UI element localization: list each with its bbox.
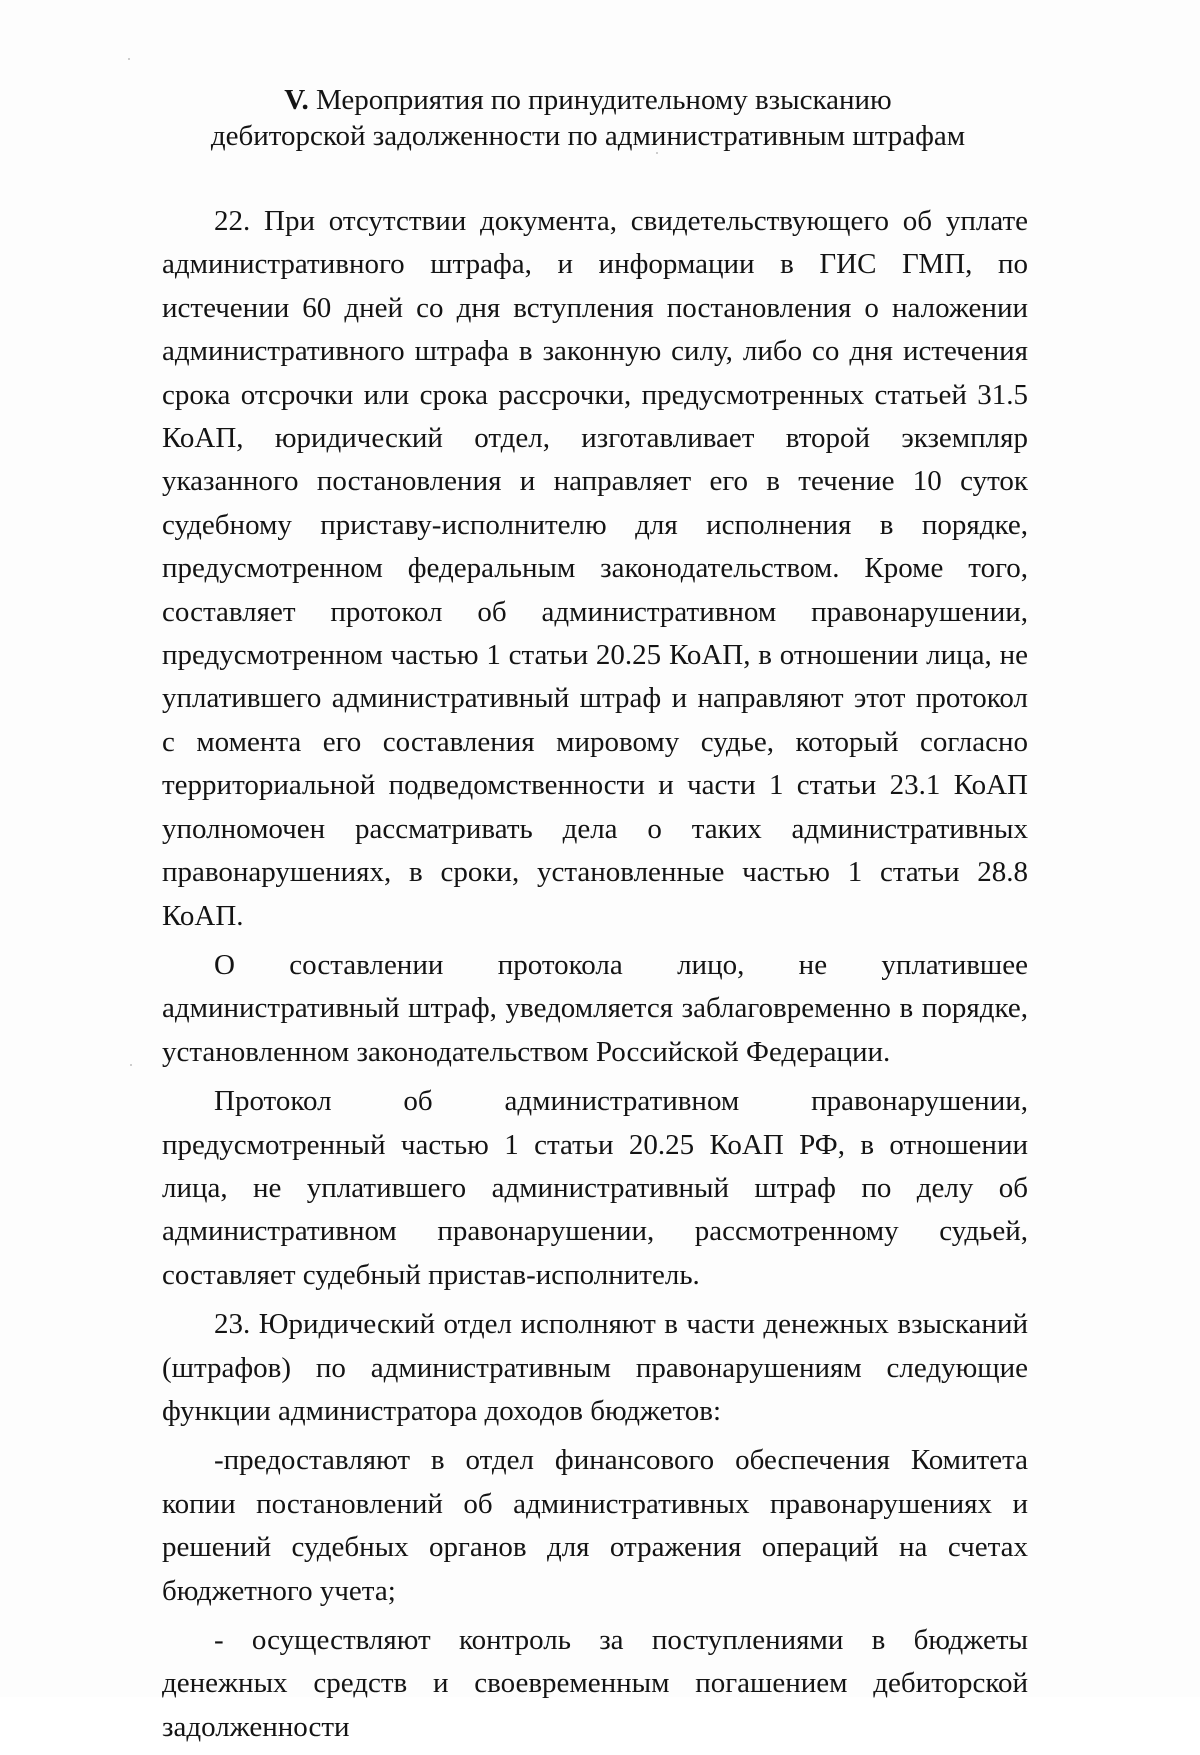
section-number: V. <box>284 84 309 116</box>
section-heading <box>150 82 1026 154</box>
paragraph-list-item-control: - осуществляют контроль за поступлениями в бюджеты денежных средств и своевременным погашением дебиторской задолженности <box>162 1624 1028 1743</box>
paragraph-23: 23. Юридический отдел исполняют в части денежных взысканий (штрафов) по административным правонарушениям следующие функции администратора доходов бюджетов: <box>162 1308 1028 1427</box>
paragraph-22: 22. При отсутствии документа, свидетельствующего об уплате административного штрафа, и информации в ГИС ГМП, по истечении 60 дней со дня вступления постановления о наложении административного штрафа в законную силу, либо со дня истечения срока отсрочки или срока рассрочки, предусмотренных статьей 31.5 КоАП, юридический отдел, изготавливает второй экземпляр указанного постановления и направляет его в течение 10 суток судебному приставу-исполнителю для исполнения в порядке, предусмотренном федеральным законодательством. Кроме того, составляет протокол об административном правонарушении, предусмотренном частью 1 статьи 20.25 КоАП, в отношении лица, не уплатившего административный штраф и направляют этот протокол с момента его составления мировому судье, который согласно территориальной подведомственности и части 1 статьи 23.1 КоАП уполномочен рассматривать дела о таких административных правонарушениях, в сроки, установленные частью 1 статьи 28.8 КоАП. <box>162 205 1028 932</box>
scan-speck <box>128 58 130 60</box>
paragraph-protocol-notice: О составлении протокола лицо, не уплатившее административный штраф, уведомляется заблаговременно в порядке, установленном законодательством Российской Федерации. <box>162 948 1028 1068</box>
scan-speck <box>130 1064 132 1066</box>
section-title-line-1: Мероприятия по принудительному взысканию <box>315 84 892 116</box>
paragraph-protocol-bailiff: Протокол об административном правонарушении, предусмотренный частью 1 статьи 20.25 КоАП РФ, в отношении лица, не уплатившего административный штраф по делу об административном правонарушении, рассмотренному судьей, составляет судебный пристав-исполнитель. <box>162 1085 1028 1291</box>
document-body <box>162 200 1028 1755</box>
paragraph-list-item-copies: -предоставляют в отдел финансового обеспечения Комитета копии постановлений об административных правонарушениях и решений судебных органов для отражения операций на счетах бюджетного учета; <box>162 1444 1028 1607</box>
section-heading-line-1 <box>150 82 1026 118</box>
section-title-line-2: дебиторской задолженности по административным штрафам <box>210 120 966 152</box>
